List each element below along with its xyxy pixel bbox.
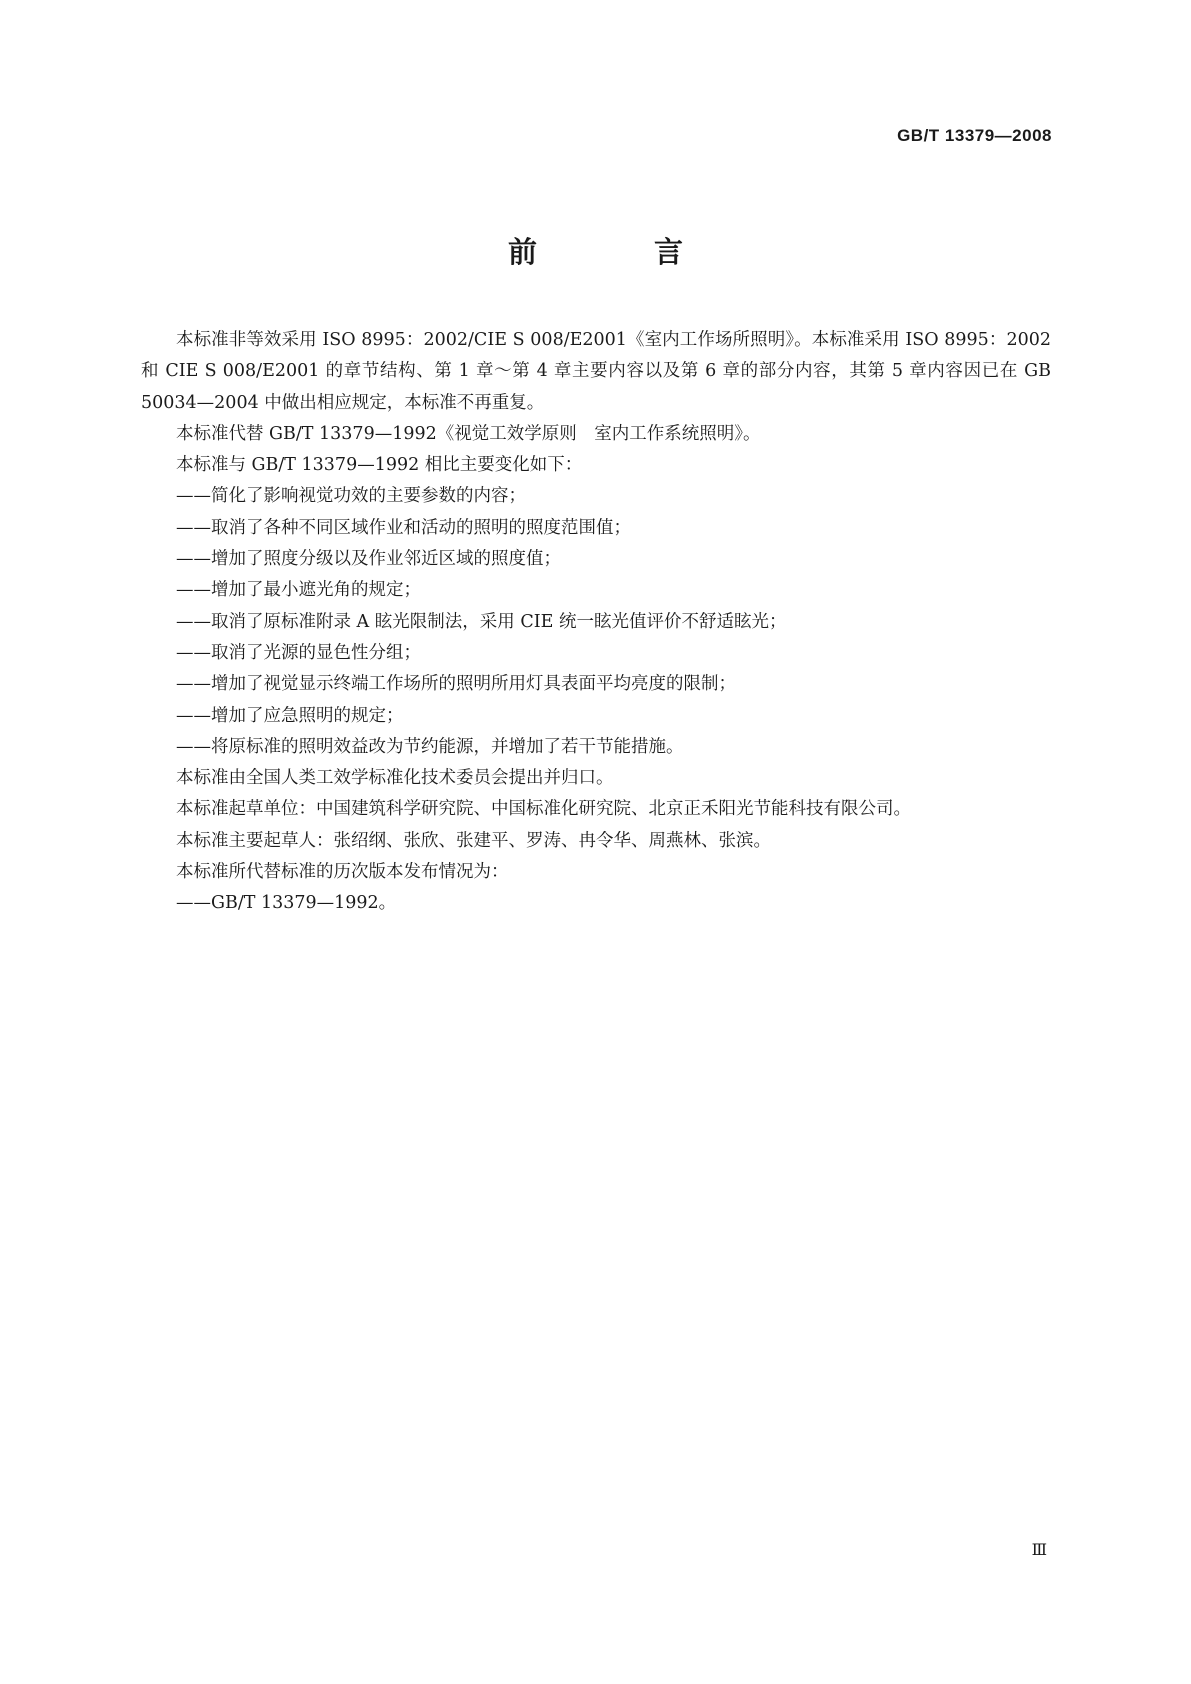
paragraph-replaces: 本标准代替 GB/T 13379—1992《视觉工效学原则 室内工作系统照明》。	[176, 423, 761, 444]
change-item: ——将原标准的照明效益改为节约能源，并增加了若干节能措施。	[176, 736, 684, 757]
document-code: GB/T 13379—2008	[897, 126, 1052, 145]
paragraph-changes-intro: 本标准与 GB/T 13379—1992 相比主要变化如下：	[176, 455, 583, 476]
page-number: Ⅲ	[1031, 1540, 1047, 1559]
change-item: ——取消了各种不同区域作业和活动的照明的照度范围值；	[176, 517, 631, 538]
paragraph-adoption: 本标准非等效采用 ISO 8995：2002/CIE S 008/E2001《室内工作场所照明》。本标准采用 ISO 8995：2002 和 CIE S 008/E2001 的章节结构、第 1 章～第 4 章主要内容以及第 6 章的部分内容，其第 5 章内容因已在 GB 50034—2004 中做出相应规定，本标准不再重复。	[141, 330, 1051, 413]
change-item: ——取消了原标准附录 A 眩光限制法，采用 CIE 统一眩光值评价不舒适眩光；	[176, 611, 787, 632]
change-item: ——增加了应急照明的规定；	[176, 705, 404, 726]
change-item: ——简化了影响视觉功效的主要参数的内容；	[176, 486, 526, 507]
document-body	[141, 325, 1051, 920]
paragraph-proposer: 本标准由全国人类工效学标准化技术委员会提出并归口。	[176, 768, 614, 789]
change-item: ——增加了照度分级以及作业邻近区域的照度值；	[176, 549, 561, 570]
history-item: ——GB/T 13379—1992。	[176, 893, 397, 914]
change-item: ——增加了视觉显示终端工作场所的照明所用灯具表面平均亮度的限制；	[176, 674, 736, 695]
paragraph-history-intro: 本标准所代替标准的历次版本发布情况为：	[176, 862, 509, 883]
change-item: ——增加了最小遮光角的规定；	[176, 580, 421, 601]
paragraph-drafters: 本标准主要起草人：张绍纲、张欣、张建平、罗涛、冉令华、周燕林、张滨。	[176, 830, 771, 851]
page-title: 前 言	[507, 235, 727, 269]
change-item: ——取消了光源的显色性分组；	[176, 642, 421, 663]
paragraph-drafting-units: 本标准起草单位：中国建筑科学研究院、中国标准化研究院、北京正禾阳光节能科技有限公司。	[176, 799, 911, 820]
